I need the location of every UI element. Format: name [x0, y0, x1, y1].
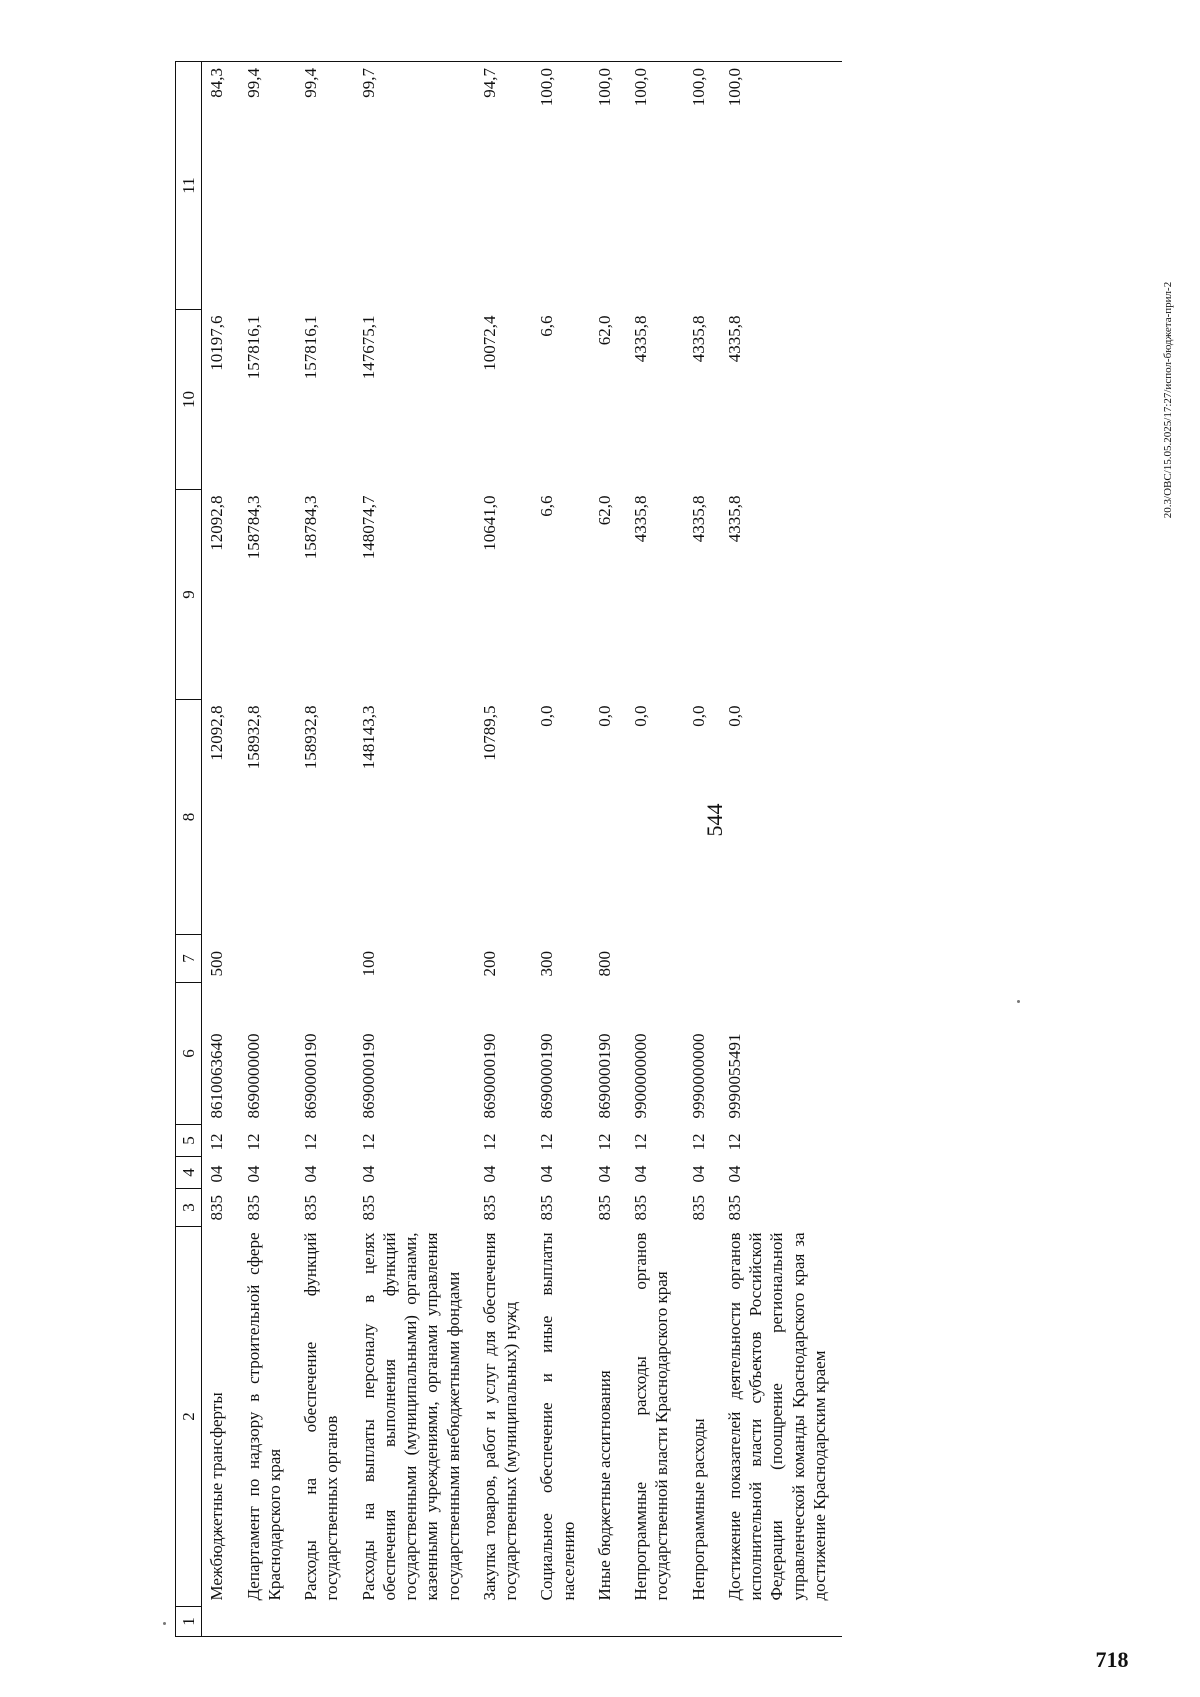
executed-amount-cell: 147675,1 — [358, 315, 378, 380]
section-code-cell: 04 — [243, 1165, 263, 1183]
execution-percent-cell: 94,7 — [476, 62, 534, 310]
revised-amount-cell: 158784,3 — [301, 495, 320, 560]
execution-percent-cell: 100,0 — [685, 62, 721, 310]
executed-amount-cell: 157816,1 — [301, 315, 320, 380]
subsection-code-cell: 12 — [479, 1133, 499, 1151]
ministry-code-cell: 835 — [631, 1195, 650, 1221]
item-name-cell: Социальное обеспечение и иные выплаты населению — [537, 1232, 578, 1601]
section-code-cell: 04 — [594, 1165, 614, 1183]
row-number-cell — [721, 1607, 842, 1637]
scan-speck — [163, 1622, 166, 1625]
ministry-code-cell: 835 — [594, 1195, 614, 1221]
expense-type-cell — [721, 935, 842, 983]
execution-percent-cell: 84,3 — [202, 62, 240, 310]
revised-amount-cell: 158784,3 — [243, 495, 263, 560]
row-number-cell — [627, 1607, 685, 1637]
header-cell: 3 — [176, 1189, 202, 1227]
expense-type-cell: 100 — [358, 951, 378, 977]
ministry-code-cell: 835 — [724, 1195, 744, 1221]
subsection-code-cell: 12 — [631, 1133, 650, 1151]
approved-amount-cell: 0,0 — [631, 705, 650, 727]
expense-type-cell — [627, 935, 685, 983]
header-cell: 9 — [176, 490, 202, 700]
item-name-cell: Непрограммные расходы — [688, 1418, 708, 1601]
table-row — [533, 62, 591, 1637]
subsection-code-cell: 12 — [301, 1133, 320, 1151]
approved-amount-cell: 158932,8 — [243, 705, 263, 770]
expense-type-cell — [297, 935, 355, 983]
expense-type-cell: 300 — [537, 951, 557, 977]
expense-type-cell: 500 — [207, 951, 227, 977]
approved-amount-cell: 0,0 — [688, 705, 708, 727]
section-code-cell: 04 — [207, 1165, 227, 1183]
item-name-cell: Расходы на обеспечение функций государственных органов — [301, 1232, 342, 1601]
ministry-code-cell: 835 — [537, 1195, 557, 1221]
expense-type-cell — [240, 935, 298, 983]
subsection-code-cell: 12 — [537, 1133, 557, 1151]
expense-type-cell: 800 — [594, 951, 614, 977]
executed-amount-cell: 6,6 — [537, 315, 557, 337]
table-row — [627, 62, 685, 1637]
expense-type-cell — [685, 935, 721, 983]
table-row — [591, 62, 627, 1637]
approved-amount-cell: 12092,8 — [207, 705, 227, 761]
section-code-cell: 04 — [537, 1165, 557, 1183]
row-number-cell — [202, 1607, 240, 1637]
ministry-code-cell: 835 — [479, 1195, 499, 1221]
row-number-cell — [297, 1607, 355, 1637]
revised-amount-cell: 4335,8 — [631, 495, 650, 543]
table-row — [476, 62, 534, 1637]
budget-table-sheet — [175, 62, 1015, 1637]
header-cell: 2 — [176, 1227, 202, 1607]
item-name-cell: Закупка товаров, работ и услуг для обеспечения государственных (муниципальных) нужд — [479, 1232, 520, 1601]
ministry-code-cell: 835 — [301, 1195, 320, 1221]
approved-amount-cell: 148143,3 — [358, 705, 378, 770]
header-cell: 5 — [176, 1125, 202, 1157]
executed-amount-cell: 62,0 — [594, 315, 614, 346]
item-name-cell: Иные бюджетные ассигнования — [594, 1370, 614, 1601]
revised-amount-cell: 6,6 — [537, 495, 557, 517]
approved-amount-cell: 0,0 — [724, 705, 744, 727]
header-cell: 10 — [176, 310, 202, 490]
section-code-cell: 04 — [479, 1165, 499, 1183]
section-code-cell: 04 — [724, 1165, 744, 1183]
target-article-cell: 8610063640 — [207, 1033, 227, 1119]
approved-amount-cell: 0,0 — [594, 705, 614, 727]
budget-table — [175, 61, 842, 1637]
row-number-cell — [533, 1607, 591, 1637]
executed-amount-cell: 10197,6 — [207, 315, 227, 371]
table-row — [721, 62, 842, 1637]
execution-percent-cell: 99,7 — [355, 62, 476, 310]
footer-page-number: 718 — [1095, 1647, 1129, 1672]
item-name-cell: Непрограммные расходы органов государственной власти Краснодарского края — [631, 1232, 672, 1601]
target-article-cell: 9990055491 — [724, 1033, 744, 1119]
header-cell: 7 — [176, 935, 202, 983]
item-name-cell: Достижение показателей деятельности органов исполнительной власти субъектов Российской Федерации (поощрение региональной управленческой команды Краснодарского края за достижение Краснодарским краем — [724, 1232, 829, 1601]
section-code-cell: 04 — [358, 1165, 378, 1183]
subsection-code-cell: 12 — [688, 1133, 708, 1151]
item-name-cell: Расходы на выплаты персоналу в целях обеспечения выполнения функций государственными (муниципальными) органами, казенными учреждениями, органами управления государственными внебюджетными фондами — [358, 1232, 463, 1601]
target-article-cell: 9900000000 — [631, 1033, 650, 1119]
expense-type-cell: 200 — [479, 951, 499, 977]
row-number-cell — [476, 1607, 534, 1637]
executed-amount-cell: 4335,8 — [688, 315, 708, 363]
document-code: 20.3/ОВС/15.05.2025/17:27/испол-бюджета-прил-2 — [1162, 281, 1174, 519]
ministry-code-cell: 835 — [358, 1195, 378, 1221]
execution-percent-cell: 100,0 — [721, 62, 842, 310]
executed-amount-cell: 4335,8 — [724, 315, 744, 363]
target-article-cell: 8690000000 — [243, 1033, 263, 1119]
execution-percent-cell: 100,0 — [591, 62, 627, 310]
scan-speck — [1017, 1000, 1020, 1003]
revised-amount-cell: 12092,8 — [207, 495, 227, 551]
executed-amount-cell: 4335,8 — [631, 315, 650, 363]
item-name-cell: Межбюджетные трансферты — [207, 1392, 227, 1601]
execution-percent-cell: 100,0 — [627, 62, 685, 310]
subsection-code-cell: 12 — [594, 1133, 614, 1151]
target-article-cell: 8690000190 — [358, 1033, 378, 1119]
ministry-code-cell: 835 — [207, 1195, 227, 1221]
executed-amount-cell: 157816,1 — [243, 315, 263, 380]
ministry-code-cell: 835 — [688, 1195, 708, 1221]
revised-amount-cell: 10641,0 — [479, 495, 499, 551]
header-cell: 4 — [176, 1157, 202, 1189]
revised-amount-cell: 148074,7 — [358, 495, 378, 560]
revised-amount-cell: 4335,8 — [724, 495, 744, 543]
subsection-code-cell: 12 — [358, 1133, 378, 1151]
header-cell: 6 — [176, 983, 202, 1125]
target-article-cell: 8690000190 — [594, 1033, 614, 1119]
execution-percent-cell: 99,4 — [240, 62, 298, 310]
header-cell: 11 — [176, 62, 202, 310]
row-number-cell — [685, 1607, 721, 1637]
table-header — [176, 62, 202, 1637]
revised-amount-cell: 62,0 — [594, 495, 614, 526]
approved-amount-cell: 0,0 — [537, 705, 557, 727]
section-code-cell: 04 — [688, 1165, 708, 1183]
executed-amount-cell: 10072,4 — [479, 315, 499, 371]
ministry-code-cell: 835 — [243, 1195, 263, 1221]
subsection-code-cell: 12 — [207, 1133, 227, 1151]
row-number-cell — [355, 1607, 476, 1637]
target-article-cell: 9990000000 — [688, 1033, 708, 1119]
subsection-code-cell: 12 — [243, 1133, 263, 1151]
table-row — [685, 62, 721, 1637]
target-article-cell: 8690000190 — [537, 1033, 557, 1119]
subsection-code-cell: 12 — [724, 1133, 744, 1151]
row-number-cell — [591, 1607, 627, 1637]
section-code-cell: 04 — [301, 1165, 320, 1183]
header-cell: 8 — [176, 700, 202, 935]
page-number: 544 — [702, 803, 727, 837]
table-row — [202, 62, 240, 1637]
header-cell: 1 — [176, 1607, 202, 1637]
target-article-cell: 8690000190 — [301, 1033, 320, 1119]
target-article-cell: 8690000190 — [479, 1033, 499, 1119]
table-row — [240, 62, 298, 1637]
row-number-cell — [240, 1607, 298, 1637]
approved-amount-cell: 158932,8 — [301, 705, 320, 770]
table-body — [202, 62, 842, 1637]
header-row — [176, 62, 202, 1637]
execution-percent-cell: 99,4 — [297, 62, 355, 310]
revised-amount-cell: 4335,8 — [688, 495, 708, 543]
table-row — [297, 62, 355, 1637]
table-row — [355, 62, 476, 1637]
approved-amount-cell: 10789,5 — [479, 705, 499, 761]
item-name-cell: Департамент по надзору в строительной сфере Краснодарского края — [243, 1232, 284, 1601]
execution-percent-cell: 100,0 — [533, 62, 591, 310]
section-code-cell: 04 — [631, 1165, 650, 1183]
